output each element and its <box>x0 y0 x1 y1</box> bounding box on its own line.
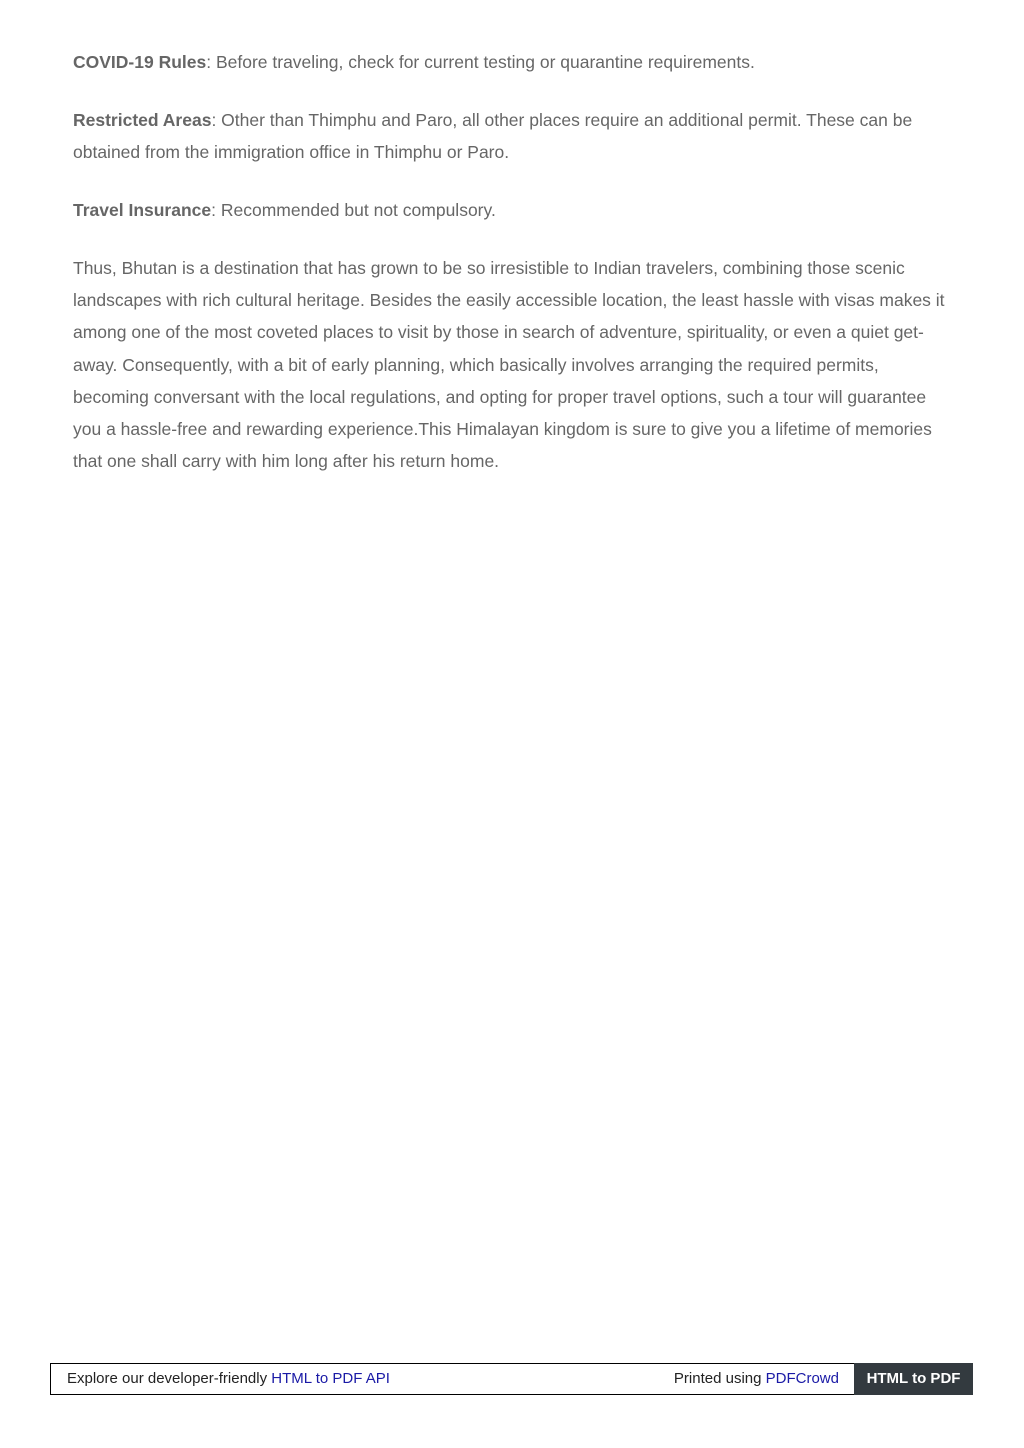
restricted-areas-text: : Other than Thimphu and Paro, all other places require an additional permit. These can be obtained from the immigration office in Thimphu or Paro. <box>73 109 913 163</box>
travel-insurance-text: : Recommended but not compulsory. <box>211 199 496 220</box>
footer-printed <box>674 1364 839 1394</box>
footer-explore <box>67 1364 390 1394</box>
travel-insurance-label: Travel Insurance <box>73 199 212 220</box>
covid-rules-label: COVID-19 Rules <box>73 52 207 72</box>
conclusion-paragraph: Thus, Bhutan is a destination that has grown to be so irresistible to Indian travelers, combining those scenic landscapes with rich cultural heritage. Besides the easily accessible location, the least hassle with visas makes it among one of the most coveted places to visit by those in search of adventure, spirituality, or even a quiet get-away. Consequently, with a bit of early planning, which basically involves arranging the required permits, becoming conversant with the local regulations, and opting for proper travel options, such a tour will guarantee you a hassle-free and rewarding experience.This Himalayan kingdom is sure to give you a lifetime of memories that one shall carry with him long after his return home. <box>73 257 945 472</box>
pdfcrowd-link[interactable]: PDFCrowd <box>765 1370 839 1387</box>
covid-rules-paragraph <box>73 46 948 78</box>
restricted-areas-label: Restricted Areas <box>73 109 212 130</box>
travel-insurance-paragraph <box>73 194 948 226</box>
pdfcrowd-footer <box>50 1363 973 1395</box>
restricted-areas-paragraph <box>73 104 948 169</box>
html-to-pdf-button[interactable]: HTML to PDF <box>854 1363 973 1395</box>
footer-explore-text: Explore our developer-friendly <box>67 1370 272 1387</box>
footer-printed-text: Printed using <box>673 1370 766 1387</box>
covid-rules-text: : Before traveling, check for current testing or quarantine requirements. <box>206 52 755 72</box>
article-content <box>73 46 948 503</box>
html-to-pdf-api-link[interactable]: HTML to PDF API <box>271 1370 390 1387</box>
